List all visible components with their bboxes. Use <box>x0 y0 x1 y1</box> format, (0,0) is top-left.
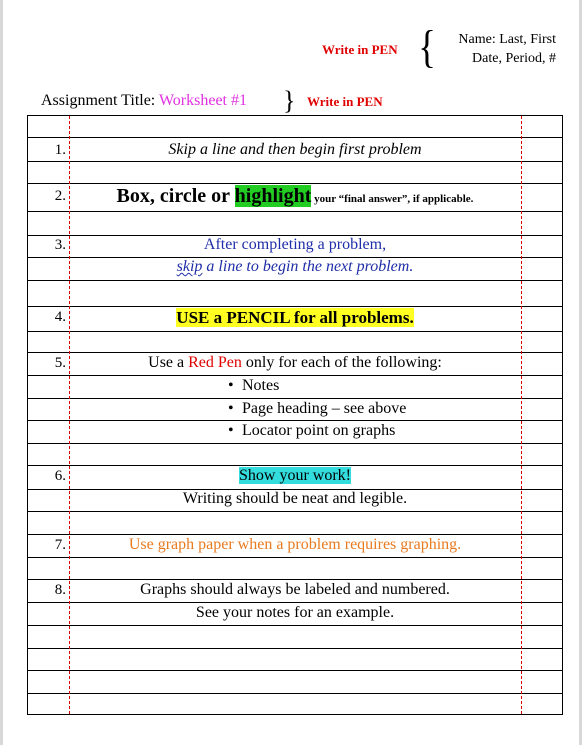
item-number: 2. <box>54 188 66 204</box>
item-number: 3. <box>54 237 66 253</box>
rule-line <box>28 161 562 162</box>
rule-line <box>28 398 562 399</box>
item-number: 8. <box>54 582 66 598</box>
instruction-4 <box>70 308 520 328</box>
assignment-title <box>41 92 247 110</box>
rule-line <box>28 511 562 512</box>
bullet-icon: • <box>228 377 234 394</box>
instruction-5 <box>70 354 520 372</box>
write-in-pen-note: Write in PEN <box>322 42 398 57</box>
instruction-2 <box>70 185 520 208</box>
instruction-3b <box>70 258 520 276</box>
right-margin-line <box>521 116 522 714</box>
instruction-1: Skip a line and then begin first problem <box>168 141 422 158</box>
bullet-text: Notes <box>242 377 280 394</box>
rule-line <box>28 137 562 138</box>
instruction-8b: See your notes for an example. <box>195 604 395 621</box>
instruction-2-part: Box, circle or <box>116 185 235 207</box>
rule-line <box>28 625 562 626</box>
rule-line <box>28 280 562 281</box>
item-number: 5. <box>54 355 66 371</box>
rule-line <box>28 670 562 671</box>
bullet-item <box>228 400 406 418</box>
highlight-word: highlight <box>234 185 312 207</box>
pencil-highlight: USE a PENCIL for all problems. <box>176 308 414 327</box>
bullet-item <box>228 422 395 440</box>
bullet-icon: • <box>228 400 234 417</box>
brace-icon: { <box>418 21 436 72</box>
rule-line <box>28 648 562 649</box>
rule-line <box>28 579 562 580</box>
rule-line <box>28 693 562 694</box>
instruction-5-part: Use a <box>148 354 189 371</box>
bullet-text: Page heading – see above <box>242 400 407 417</box>
name-line: Name: Last, First <box>458 32 556 47</box>
rule-line <box>28 306 562 307</box>
rule-line <box>28 465 562 466</box>
instruction-6a <box>70 467 520 485</box>
item-number: 7. <box>54 537 66 553</box>
skip-word: skip <box>176 258 203 275</box>
instruction-3a: After completing a problem, <box>203 236 387 253</box>
item-number: 6. <box>54 468 66 484</box>
item-number: 1. <box>54 142 66 158</box>
rule-line <box>28 211 562 212</box>
instruction-5-part: only for each of the following: <box>241 354 442 371</box>
rule-line <box>28 420 562 421</box>
item-number: 4. <box>54 309 66 325</box>
rule-line <box>28 534 562 535</box>
brace-icon: } <box>283 86 296 115</box>
bullet-item <box>228 377 279 395</box>
assignment-value: Worksheet #1 <box>158 92 247 109</box>
instruction-2-part: your “final answer”, if applicable. <box>311 193 474 205</box>
rule-line <box>28 352 562 353</box>
show-work-highlight: Show your work! <box>239 467 351 484</box>
instruction-7: Use graph paper when a problem requires graphing. <box>128 536 462 553</box>
date-line: Date, Period, # <box>472 51 556 66</box>
rule-line <box>28 375 562 376</box>
instruction-8a: Graphs should always be labeled and numbered. <box>140 581 450 598</box>
name-date-block <box>458 30 556 68</box>
rule-line <box>28 183 562 184</box>
lined-sheet <box>27 115 563 715</box>
page-edge <box>0 0 3 745</box>
red-pen-text: Red Pen <box>188 354 242 371</box>
bullet-icon: • <box>228 422 234 439</box>
instruction-6b: Writing should be neat and legible. <box>182 490 408 507</box>
rule-line <box>28 443 562 444</box>
rule-line <box>28 331 562 332</box>
assignment-label: Assignment Title: <box>41 92 156 109</box>
rule-line <box>28 602 562 603</box>
instruction-3b-part: a line to begin the next problem. <box>202 258 414 275</box>
rule-line <box>28 557 562 558</box>
bullet-text: Locator point on graphs <box>242 422 396 439</box>
write-in-pen-note: Write in PEN <box>307 94 383 109</box>
